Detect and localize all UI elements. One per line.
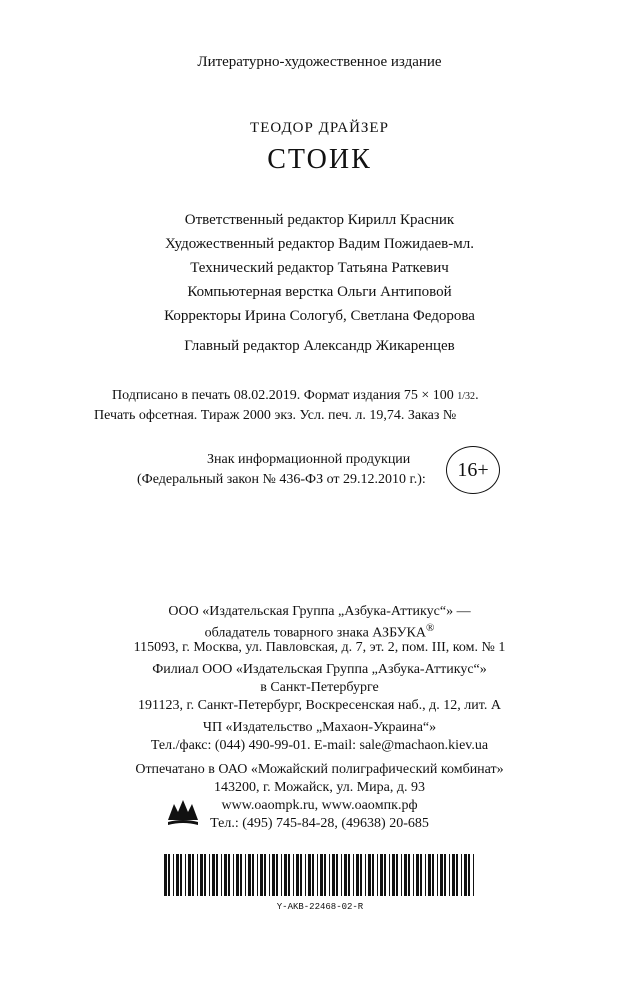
barcode-bar <box>228 854 230 896</box>
barcode-bar <box>396 854 398 896</box>
barcode-bar <box>428 854 431 896</box>
publisher-address: 115093, г. Москва, ул. Павловская, д. 7, эт. 2, пом. III, ком. № 1 <box>133 640 506 655</box>
barcode-bar <box>180 854 182 896</box>
barcode-bar <box>272 854 275 896</box>
barcode-bar <box>377 854 378 896</box>
barcode-bar <box>264 854 266 896</box>
ukraine-contacts: Тел./факс: (044) 490-99-01. E-mail: sale@machaon.kiev.ua <box>150 738 489 753</box>
barcode-bar <box>221 854 222 896</box>
barcode-bar <box>236 854 239 896</box>
publisher-line <box>0 622 639 642</box>
barcode-bar <box>449 854 450 896</box>
print-info-text: Подписано в печать 08.02.2019. Формат издания 75 × 100 <box>112 388 454 403</box>
barcode-bar <box>317 854 318 896</box>
barcode-bar <box>329 854 330 896</box>
barcode-bar <box>192 854 194 896</box>
barcode-bar <box>168 854 170 896</box>
barcode-bar <box>300 854 302 896</box>
book-title: СТОИК <box>267 144 372 175</box>
branch-line: Филиал ООО «Издательская Группа „Азбука-Аттикус“» <box>152 662 487 677</box>
barcode-bar <box>257 854 258 896</box>
barcode-bar <box>173 854 174 896</box>
printer-phones: Тел.: (495) 745-84-28, (49638) 20-685 <box>210 816 429 831</box>
barcode-text: Y-AKB-22468-02-R <box>276 902 364 912</box>
barcode-bar <box>185 854 186 896</box>
edition-type: Литературно-художественное издание <box>197 54 442 70</box>
barcode-bar <box>312 854 314 896</box>
barcode-bar <box>384 854 386 896</box>
editor-line: Компьютерная верстка Ольги Антиповой <box>187 284 452 300</box>
printer-websites: www.oaompk.ru, www.oaoмпк.рф <box>221 798 418 813</box>
barcode-bar <box>413 854 414 896</box>
barcode-bar <box>372 854 374 896</box>
barcode-bar <box>368 854 371 896</box>
barcode-bar <box>248 854 251 896</box>
editor-line: Корректоры Ирина Сологуб, Светлана Федорова <box>164 308 475 324</box>
editor-line: Ответственный редактор Кирилл Красник <box>184 212 455 228</box>
barcode-bar <box>212 854 215 896</box>
barcode-bar <box>284 854 287 896</box>
registered-mark: ® <box>425 622 435 634</box>
barcode-bar <box>320 854 323 896</box>
barcode-bar <box>444 854 446 896</box>
info-sign-line2: (Федеральный закон № 436-ФЗ от 29.12.2010 г.): <box>137 472 426 487</box>
barcode-bar <box>401 854 402 896</box>
printer-address: 143200, г. Можайск, ул. Мира, д. 93 <box>214 780 425 795</box>
barcode-bar <box>416 854 419 896</box>
barcode-bar <box>296 854 299 896</box>
barcode-bar <box>269 854 270 896</box>
barcode-bar <box>404 854 407 896</box>
barcode-bar <box>245 854 246 896</box>
barcode-bar <box>341 854 342 896</box>
barcode-bar <box>353 854 354 896</box>
barcode-bar <box>240 854 242 896</box>
barcode-bar <box>425 854 426 896</box>
barcode-bar <box>464 854 467 896</box>
barcode-bar <box>260 854 263 896</box>
print-info-end: . <box>475 388 479 403</box>
barcode-bar <box>344 854 347 896</box>
barcode-bar <box>336 854 338 896</box>
barcode-bar <box>324 854 326 896</box>
barcode-bar <box>468 854 470 896</box>
barcode-bar <box>440 854 443 896</box>
printer-logo-icon <box>166 796 200 826</box>
format-fraction: 1/32 <box>457 391 476 402</box>
barcode-bar <box>332 854 335 896</box>
barcode <box>164 854 480 896</box>
barcode-bar <box>389 854 390 896</box>
info-sign-line1: Знак информационной продукции <box>207 452 411 467</box>
barcode-bar <box>456 854 458 896</box>
barcode-bar <box>164 854 167 896</box>
barcode-bar <box>276 854 278 896</box>
publisher-trademark: обладатель товарного знака АЗБУКА <box>204 625 426 641</box>
publisher-line: ООО «Издательская Группа „Азбука-Аттикус“» — <box>168 604 471 619</box>
editor-line: Художественный редактор Вадим Пожидаев-мл. <box>165 236 474 252</box>
branch-city: в Санкт-Петербурге <box>260 680 379 695</box>
barcode-bar <box>209 854 210 896</box>
barcode-bar <box>420 854 422 896</box>
barcode-bar <box>216 854 218 896</box>
printer-line: Отпечатано в ОАО «Можайский полиграфический комбинат» <box>135 762 504 777</box>
barcode-bar <box>308 854 311 896</box>
barcode-bar <box>356 854 359 896</box>
barcode-bar <box>380 854 383 896</box>
barcode-bar <box>360 854 362 896</box>
barcode-bar <box>176 854 179 896</box>
barcode-bar <box>252 854 254 896</box>
barcode-bar <box>233 854 234 896</box>
author-name: ТЕОДОР ДРАЙЗЕР <box>250 120 389 136</box>
barcode-bar <box>204 854 206 896</box>
print-info-line1 <box>112 388 479 404</box>
barcode-bar <box>392 854 395 896</box>
barcode-bar <box>348 854 350 896</box>
chief-editor: Главный редактор Александр Жикаренцев <box>184 338 455 354</box>
age-rating-badge: 16+ <box>446 446 500 494</box>
barcode-bar <box>452 854 455 896</box>
barcode-bar <box>473 854 474 896</box>
barcode-bar <box>288 854 290 896</box>
barcode-bar <box>305 854 306 896</box>
barcode-bar <box>188 854 191 896</box>
barcode-bar <box>432 854 434 896</box>
barcode-bar <box>197 854 198 896</box>
barcode-bar <box>224 854 227 896</box>
barcode-bar <box>437 854 438 896</box>
barcode-bar <box>408 854 410 896</box>
ukraine-publisher: ЧП «Издательство „Махаон-Украина“» <box>202 720 437 735</box>
barcode-bar <box>365 854 366 896</box>
branch-address: 191123, г. Санкт-Петербург, Воскресенская наб., д. 12, лит. А <box>138 698 501 713</box>
barcode-bar <box>461 854 462 896</box>
editor-line: Технический редактор Татьяна Раткевич <box>190 260 449 276</box>
barcode-bar <box>200 854 203 896</box>
barcode-bar <box>293 854 294 896</box>
barcode-bar <box>281 854 282 896</box>
print-info-line2: Печать офсетная. Тираж 2000 экз. Усл. печ. л. 19,74. Заказ № <box>94 408 457 423</box>
